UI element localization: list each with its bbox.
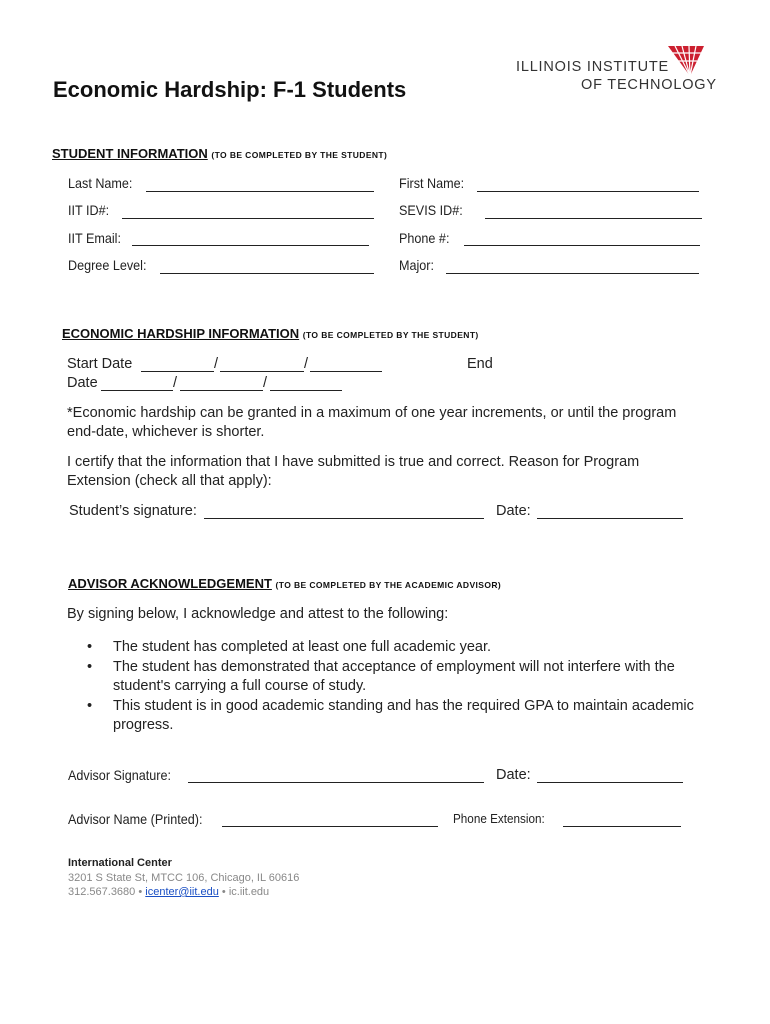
advisor-note: (TO BE COMPLETED BY THE ACADEMIC ADVISOR) [275, 580, 502, 590]
advisor-name-label: Advisor Name (Printed): [68, 811, 203, 827]
bullet-icon: • [87, 658, 93, 675]
advisor-name-field[interactable] [222, 826, 438, 827]
footer-separator: • [138, 886, 143, 898]
end-date-label: Date [67, 375, 98, 391]
end-date-slash-1: / [173, 375, 178, 391]
logo-text-line1: ILLINOIS INSTITUTE [516, 59, 669, 75]
major-label: Major: [399, 257, 435, 273]
iit-logo-icon [666, 44, 706, 78]
hardship-info-note: (TO BE COMPLETED BY THE STUDENT) [302, 330, 479, 340]
certify-line2: Extension (check all that apply): [67, 473, 272, 489]
advisor-date-field[interactable] [537, 782, 683, 783]
advisor-heading [68, 576, 501, 591]
footer-contact [68, 886, 269, 898]
start-date-slash-1: / [214, 356, 219, 372]
last-name-label: Last Name: [68, 175, 133, 191]
iit-id-field[interactable] [122, 218, 374, 219]
footer-address: 3201 S State St, MTCC 106, Chicago, IL 60616 [68, 872, 300, 884]
degree-level-label: Degree Level: [68, 257, 147, 273]
phone-extension-field[interactable] [563, 826, 681, 827]
bullet-icon: • [87, 639, 93, 655]
sevis-id-field[interactable] [485, 218, 702, 219]
footer-separator: • [221, 886, 226, 898]
first-name-field[interactable] [477, 191, 699, 192]
logo-text-line2: OF TECHNOLOGY [581, 77, 717, 93]
major-field[interactable] [446, 273, 699, 274]
student-info-title: STUDENT INFORMATION [52, 146, 208, 161]
end-date-slash-2: / [263, 375, 268, 391]
advisor-intro: By signing below, I acknowledge and attest to the following: [67, 606, 449, 622]
advisor-date-label: Date: [496, 767, 531, 783]
advisor-signature-label: Advisor Signature: [68, 767, 171, 783]
page-title: Economic Hardship: F-1 Students [53, 77, 407, 102]
student-date-field[interactable] [537, 518, 683, 519]
iit-id-label: IIT ID#: [68, 202, 110, 218]
hardship-note-line2: end-date, whichever is shorter. [67, 424, 265, 440]
student-info-heading [52, 146, 387, 161]
iit-email-field[interactable] [132, 245, 369, 246]
footer-phone: 312.567.3680 [68, 886, 136, 898]
phone-extension-label: Phone Extension: [453, 811, 545, 826]
phone-label: Phone #: [399, 230, 450, 246]
degree-level-field[interactable] [160, 273, 374, 274]
iit-email-label: IIT Email: [68, 230, 121, 246]
start-date-day-field[interactable] [220, 371, 304, 372]
student-signature-label: Student’s signature: [69, 503, 197, 519]
attestation-text: The student has completed at least one full academic year. [113, 639, 492, 655]
attestation-list [87, 638, 727, 736]
footer-email-link[interactable]: icenter@iit.edu [145, 886, 219, 898]
attestation-text: This student is in good academic standing and has the required GPA to maintain academic progress. [113, 697, 694, 733]
start-date-label: Start Date [67, 356, 133, 372]
attestation-item [87, 638, 727, 658]
student-info-note: (TO BE COMPLETED BY THE STUDENT) [211, 150, 388, 160]
end-date-day-field[interactable] [180, 390, 263, 391]
end-date-year-field[interactable] [270, 390, 342, 391]
student-signature-field[interactable] [204, 518, 484, 519]
sevis-id-label: SEVIS ID#: [399, 202, 463, 218]
certify-line1: I certify that the information that I have submitted is true and correct. Reason for Program [67, 454, 640, 470]
advisor-signature-field[interactable] [188, 782, 484, 783]
end-date-month-field[interactable] [101, 390, 173, 391]
last-name-field[interactable] [146, 191, 374, 192]
hardship-note-line1: *Economic hardship can be granted in a maximum of one year increments, or until the program [67, 405, 677, 421]
phone-field[interactable] [464, 245, 700, 246]
attestation-item [87, 697, 727, 736]
start-date-year-field[interactable] [310, 371, 382, 372]
end-label: End [467, 356, 493, 372]
start-date-month-field[interactable] [141, 371, 214, 372]
footer-website[interactable]: ic.iit.edu [228, 886, 270, 898]
first-name-label: First Name: [399, 175, 465, 191]
advisor-title: ADVISOR ACKNOWLEDGEMENT [68, 576, 272, 591]
hardship-info-heading [62, 326, 479, 341]
start-date-slash-2: / [304, 356, 309, 372]
attestation-item [87, 658, 727, 697]
bullet-icon: • [87, 697, 93, 714]
attestation-text: The student has demonstrated that acceptance of employment will not interfere with the student's carrying a full course of study. [113, 658, 675, 694]
student-date-label: Date: [496, 503, 531, 519]
hardship-info-title: ECONOMIC HARDSHIP INFORMATION [62, 326, 300, 341]
footer-org: International Center [68, 857, 172, 869]
